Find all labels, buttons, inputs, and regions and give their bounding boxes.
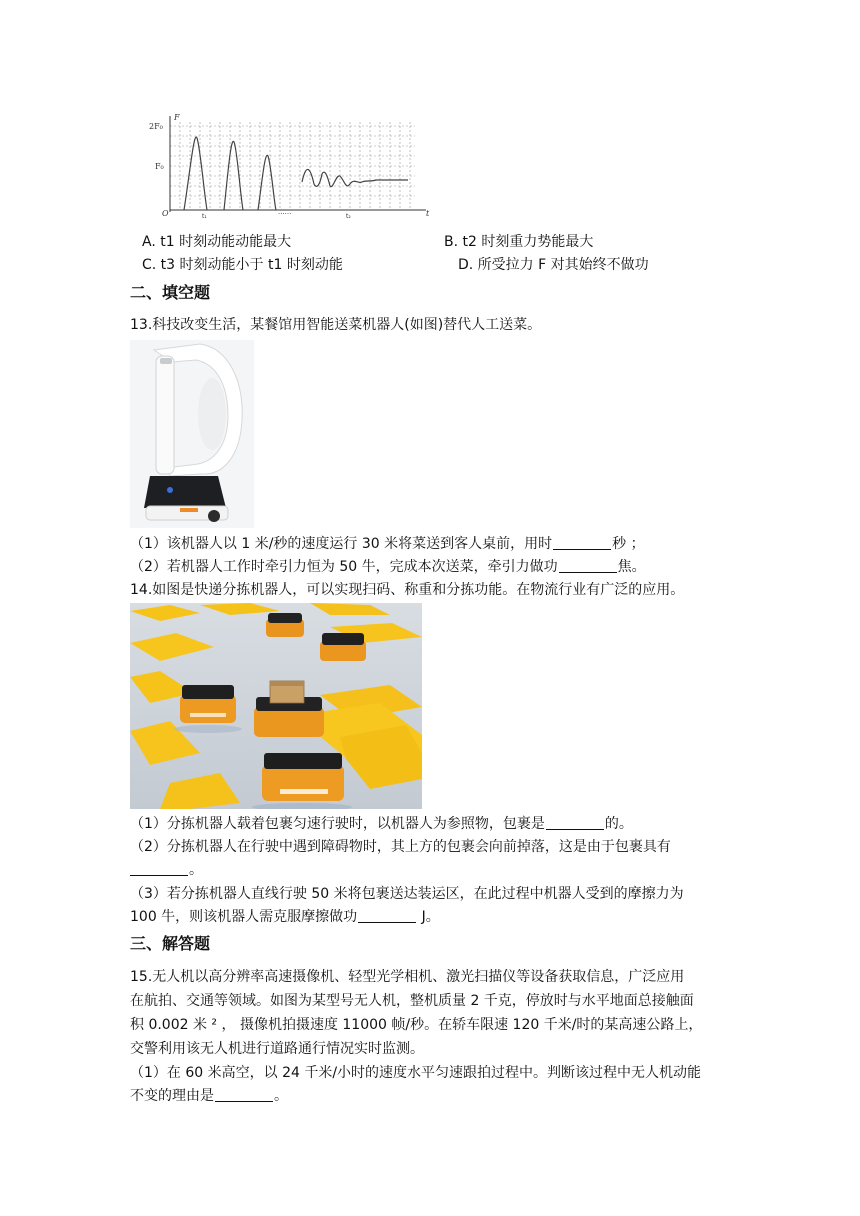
section-heading-fill-in: 二、填空题 — [130, 283, 211, 302]
q15-line2: 在航拍、交通等领域。如图为某型号无人机，整机质量 2 千克，停放时与水平地面总接触面 — [130, 993, 694, 1009]
section-heading-answer: 三、解答题 — [130, 934, 211, 953]
q15-line4: 交警利用该无人机进行道路通行情况实时监测。 — [130, 1041, 424, 1057]
q15-line3: 积 0.002 米 ² ， 摄像机拍摄速度 11000 帧/秒。在轿车限速 120 千米/时的某高速公路上， — [130, 1017, 703, 1033]
q14-stem: 14.如图是快递分拣机器人，可以实现扫码、称重和分拣功能。在物流行业有广泛的应用。 — [130, 582, 685, 598]
option-c: C. t3 时刻动能小于 t1 时刻动能 — [142, 257, 343, 273]
option-b: B. t2 时刻重力势能最大 — [444, 234, 594, 250]
force-curve — [184, 137, 408, 210]
force-time-graph — [140, 112, 440, 224]
x-mark-t2: t₂ — [346, 213, 351, 220]
q13-part1: （1）该机器人以 1 米/秒的速度运行 30 米将菜送到客人桌前，用时 秒 ； — [130, 536, 645, 552]
q14-part2-line1: （2）分拣机器人在行驶中遇到障碍物时，其上方的包裹会向前掉落，这是由于包裹具有 — [130, 839, 671, 855]
option-a: A. t1 时刻动能动能最大 — [142, 234, 292, 250]
q13-part2: （2）若机器人工作时牵引力恒为 50 牛，完成本次送菜，牵引力做功 焦。 — [130, 559, 646, 575]
q14-part2-line2: 。 — [130, 860, 203, 880]
y-tick-2f0: 2F₀ — [149, 122, 163, 131]
q14-part2-blank[interactable] — [130, 861, 188, 876]
q15-part1-line1: （1）在 60 米高空，以 24 千米/小时的速度水平匀速跟拍过程中。判断该过程中无人机动能 — [130, 1065, 702, 1081]
x-axis-label: t — [426, 209, 430, 218]
x-mark-dots: ······ — [278, 210, 292, 218]
origin-label: O — [162, 209, 169, 218]
q14-part3-line1: （3）若分拣机器人直线行驶 50 米将包裹送达装运区，在此过程中机器人受到的摩擦力为 — [130, 886, 684, 902]
y-tick-f0: F₀ — [155, 162, 164, 171]
serving-robot-photo — [130, 340, 254, 528]
y-axis-label: F — [174, 113, 180, 122]
option-d: D. 所受拉力 F 对其始终不做功 — [458, 257, 649, 273]
q15-part1-line2: 不变的理由是 。 — [130, 1088, 288, 1104]
q14-part1-blank[interactable] — [546, 815, 604, 830]
q14-part1: （1）分拣机器人载着包裹匀速行驶时，以机器人为参照物，包裹是 的。 — [130, 816, 633, 832]
q14-part3-line2: 100 牛，则该机器人需克服摩擦做功 J。 — [130, 909, 440, 925]
q15-part1-blank[interactable] — [215, 1087, 273, 1102]
q13-stem: 13.科技改变生活，某餐馆用智能送菜机器人(如图)替代人工送菜。 — [130, 317, 542, 333]
sorting-robots-photo — [130, 603, 422, 809]
q13-part2-blank[interactable] — [559, 558, 617, 573]
x-mark-t1: t₁ — [202, 213, 207, 220]
q15-line1: 15.无人机以高分辨率高速摄像机、轻型光学相机、激光扫描仪等设备获取信息，广泛应用 — [130, 969, 685, 985]
q13-part1-blank[interactable] — [553, 535, 611, 550]
q14-part3-blank[interactable] — [358, 908, 416, 923]
